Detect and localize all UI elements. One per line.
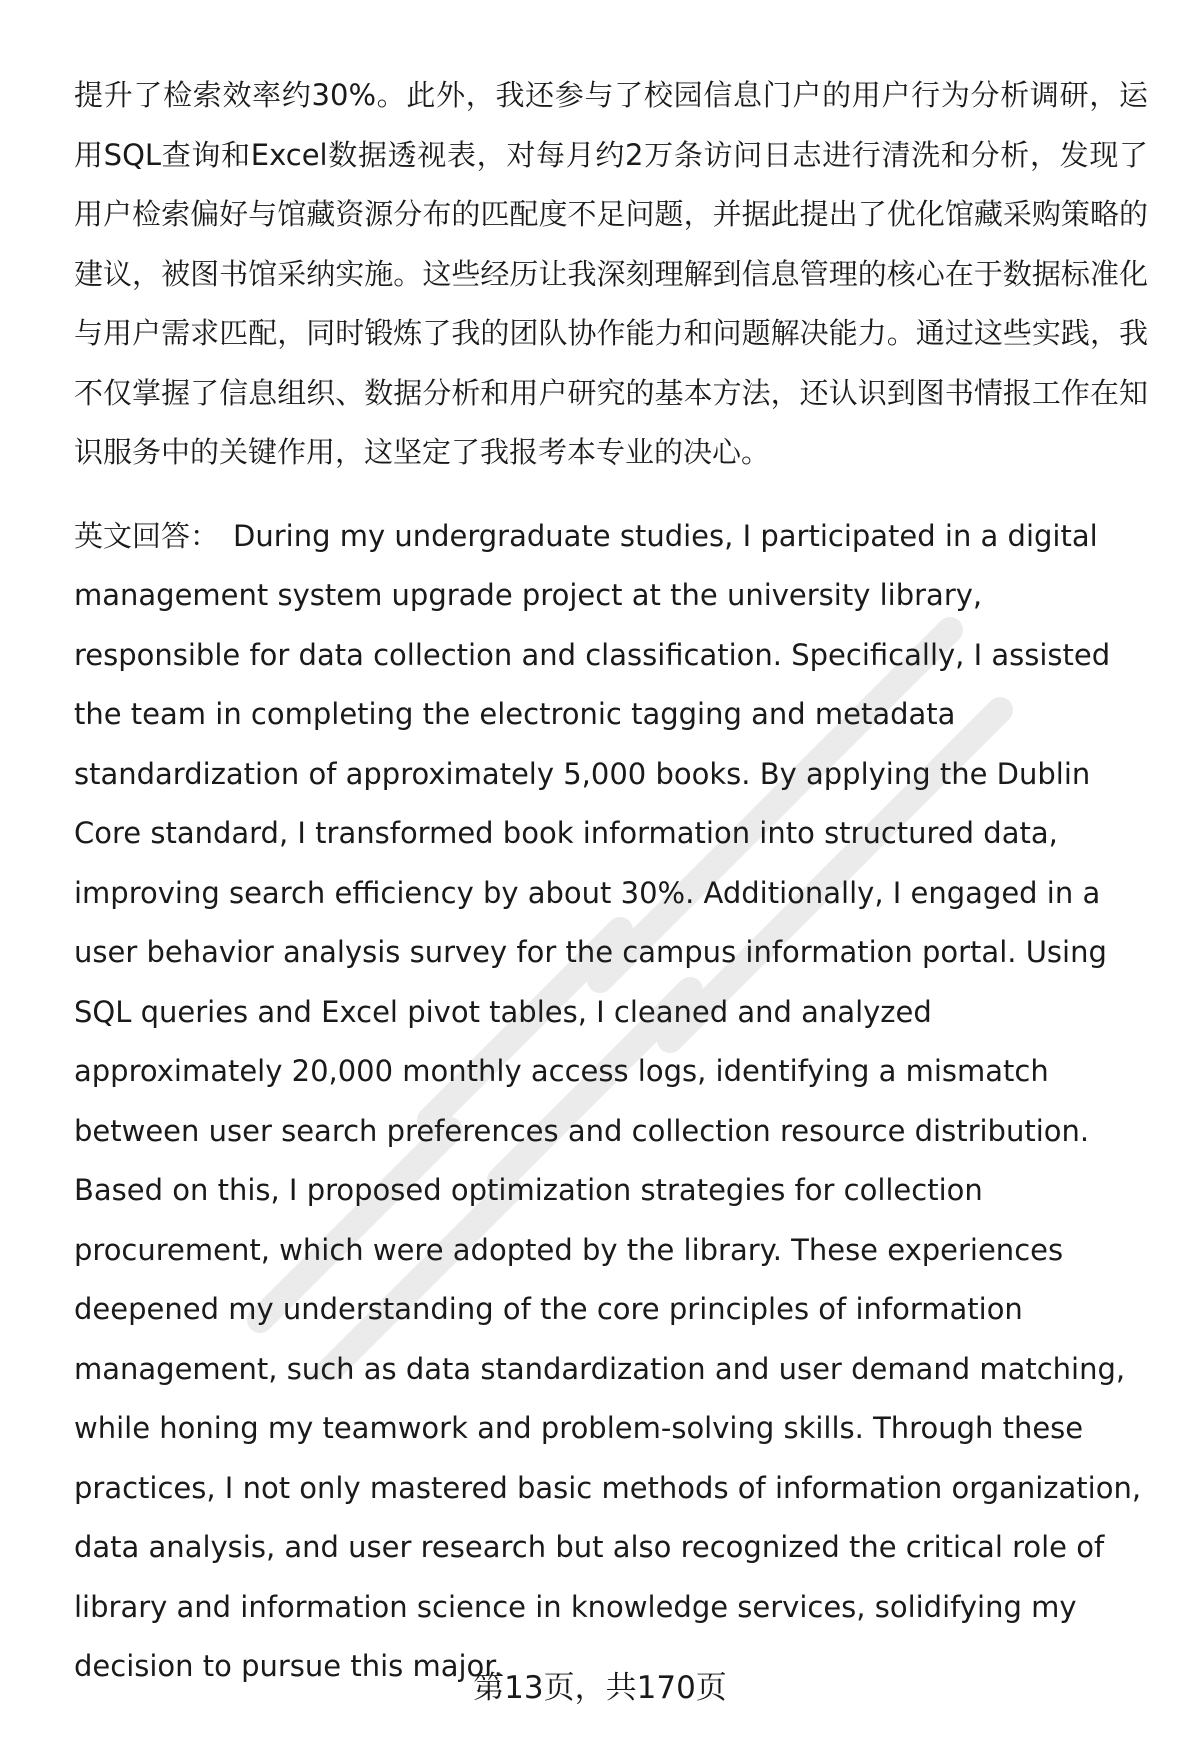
- document-body: [74, 66, 1148, 1697]
- chinese-answer-paragraph: 提升了检索效率约30%。此外，我还参与了校园信息门户的用户行为分析调研，运用SQL查询和Excel数据透视表，对每月约2万条访问日志进行清洗和分析，发现了用户检索偏好与馆藏资源分布的匹配度不足问题，并据此提出了优化馆藏采购策略的建议，被图书馆采纳实施。这些经历让我深刻理解到信息管理的核心在于数据标准化与用户需求匹配，同时锻炼了我的团队协作能力和问题解决能力。通过这些实践，我不仅掌握了信息组织、数据分析和用户研究的基本方法，还认识到图书情报工作在知识服务中的关键作用，这坚定了我报考本专业的决心。: [74, 78, 1148, 469]
- english-answer-label: 英文回答：: [74, 518, 220, 553]
- page-number-footer: 第13页，共170页: [473, 1670, 727, 1706]
- english-answer-text: During my undergraduate studies, I participated in a digital management system upgrade project at the university library, responsible for data collection and classification. Specifically, I assisted the team in completing the electronic tagging and metadata standardization of approximately 5,000 books. By applying the Dublin Core standard, I transformed book information into structured data, improving search efficiency by about 30%. Additionally, I engaged in a user behavior analysis survey for the campus information portal. Using SQL queries and Excel pivot tables, I cleaned and analyzed approximately 20,000 monthly access logs, identifying a mismatch between user search preferences and collection resource distribution. Based on this, I proposed optimization strategies for collection procurement, which were adopted by the library. These experiences deepened my understanding of the core principles of information management, such as data standardization and user demand matching, while honing my teamwork and problem-solving skills. Through these practices, I not only mastered basic methods of information organization, data analysis, and user research but also recognized the critical role of library and information science in knowledge services, solidifying my decision to pursue this major.: [74, 518, 1142, 1683]
- english-answer-paragraph: [74, 507, 1148, 1697]
